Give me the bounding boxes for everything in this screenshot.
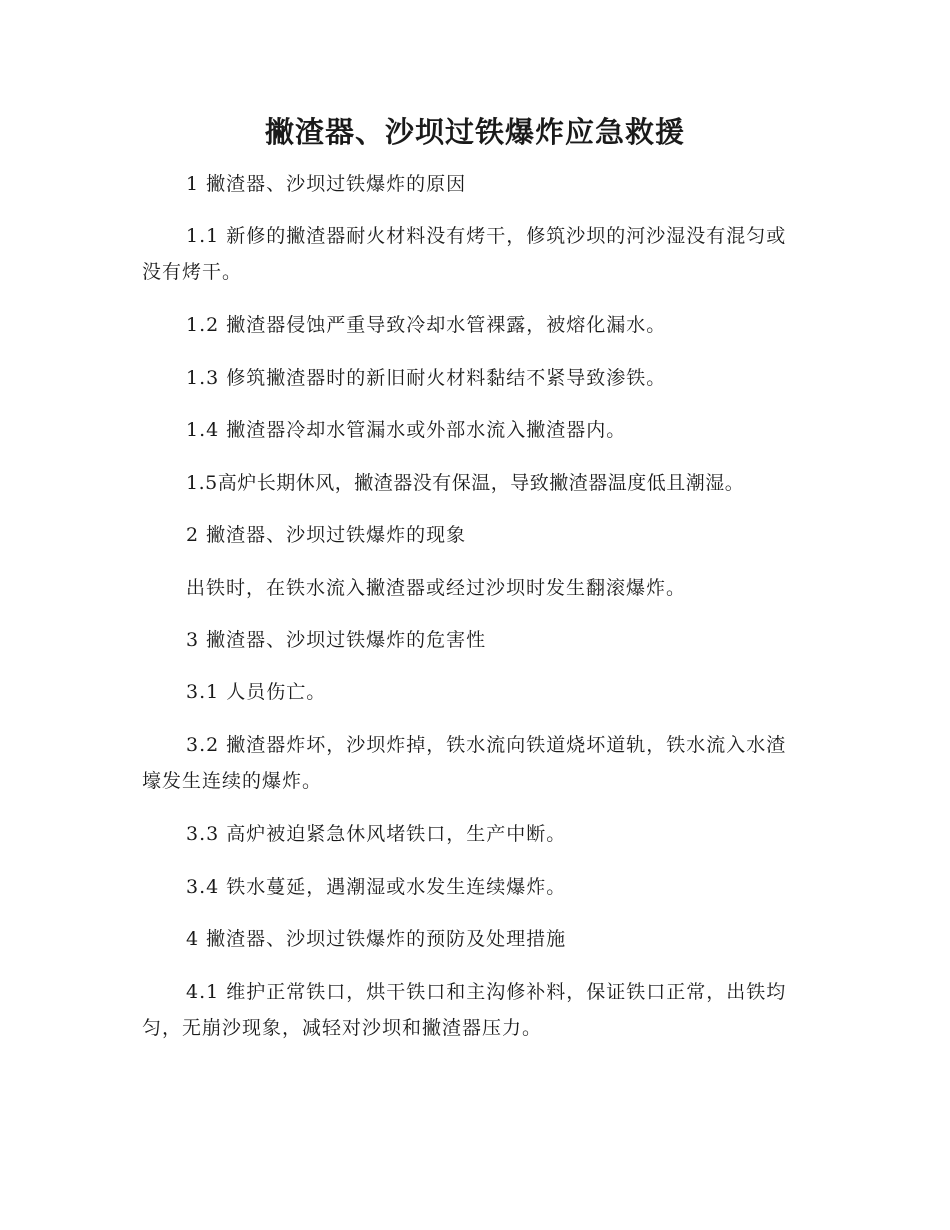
paragraph-1-3: 1.3 修筑撇渣器时的新旧耐火材料黏结不紧导致渗铁。	[186, 367, 667, 389]
paragraph-1-5: 1.5高炉长期休风，撇渣器没有保温，导致撇渣器温度低且潮湿。	[186, 472, 745, 494]
section-heading-1: 1 撇渣器、沙坝过铁爆炸的原因	[186, 173, 467, 195]
paragraph-4-1: 4.1 维护正常铁口，烘干铁口和主沟修补料，保证铁口正常，出铁均匀，无崩沙现象，减轻对沙坝和撇渣器压力。	[142, 981, 787, 1039]
paragraph-3-3: 3.3 高炉被迫紧急休风堵铁口，生产中断。	[186, 823, 567, 845]
paragraph-3-4: 3.4 铁水蔓延，遇潮湿或水发生连续爆炸。	[186, 876, 567, 898]
section-heading-3: 3 撇渣器、沙坝过铁爆炸的危害性	[186, 629, 487, 651]
paragraph-1-4: 1.4 撇渣器冷却水管漏水或外部水流入撇渣器内。	[186, 419, 627, 441]
paragraph-1-2: 1.2 撇渣器侵蚀严重导致冷却水管裸露，被熔化漏水。	[186, 314, 667, 336]
paragraph-3-2: 3.2 撇渣器炸坏，沙坝炸掉，铁水流向铁道烧坏道轨，铁水流入水渣壕发生连续的爆炸。	[142, 734, 787, 792]
paragraph-2-body: 出铁时，在铁水流入撇渣器或经过沙坝时发生翻滚爆炸。	[186, 577, 687, 599]
paragraph-1-1: 1.1 新修的撇渣器耐火材料没有烤干，修筑沙坝的河沙湿没有混匀或没有烤干。	[142, 225, 787, 283]
section-heading-2: 2 撇渣器、沙坝过铁爆炸的现象	[186, 524, 467, 546]
document-title: 撇渣器、沙坝过铁爆炸应急救援	[264, 115, 685, 149]
section-heading-4: 4 撇渣器、沙坝过铁爆炸的预防及处理措施	[186, 928, 567, 950]
paragraph-3-1: 3.1 人员伤亡。	[186, 681, 327, 703]
